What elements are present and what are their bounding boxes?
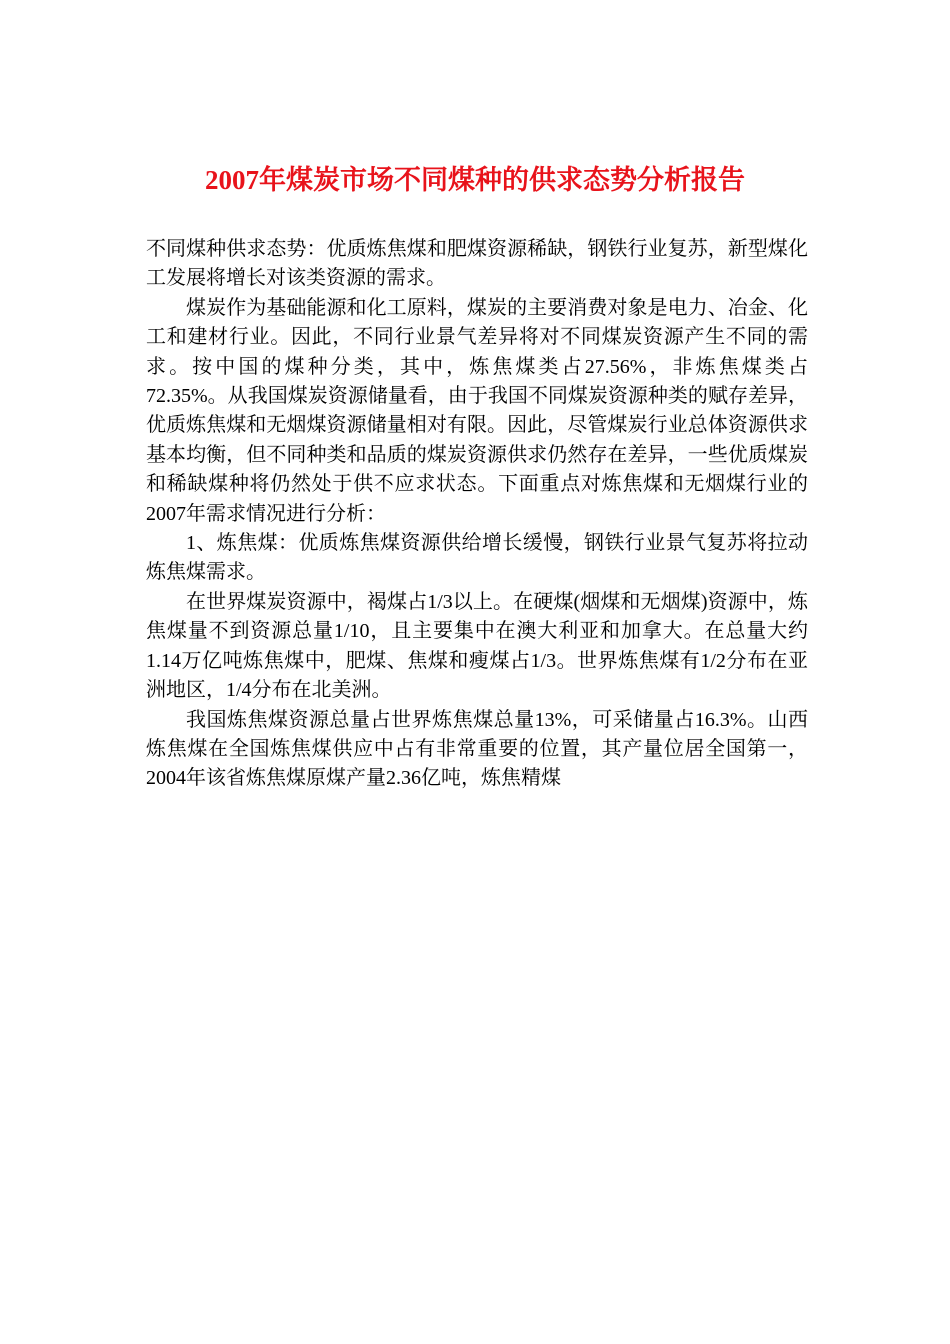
- paragraph-world-resources: 在世界煤炭资源中，褐煤占1/3以上。在硬煤(烟煤和无烟煤)资源中，炼焦煤量不到资源总量1/10，且主要集中在澳大利亚和加拿大。在总量大约1.14万亿吨炼焦煤中，肥煤、焦煤和瘦煤占1/3。世界炼焦煤有1/2分布在亚洲地区，1/4分布在北美洲。: [146, 590, 808, 702]
- paragraph-china-resources: 我国炼焦煤资源总量占世界炼焦煤总量13%，可采储量占16.3%。山西炼焦煤在全国炼焦煤供应中占有非常重要的位置，其产量位居全国第一，2004年该省炼焦煤原煤产量2.36亿吨，炼焦精煤: [146, 708, 808, 790]
- paragraph-intro: 煤炭作为基础能源和化工原料，煤炭的主要消费对象是电力、冶金、化工和建材行业。因此，不同行业景气差异将对不同煤炭资源产生不同的需求。按中国的煤种分类，其中，炼焦煤类占27.56%，非炼焦煤类占72.35%。从我国煤炭资源储量看，由于我国不同煤炭资源种类的赋存差异，优质炼焦煤和无烟煤资源储量相对有限。因此，尽管煤炭行业总体资源供求基本均衡，但不同种类和品质的煤炭资源供求仍然存在差异，一些优质煤炭和稀缺煤种将仍然处于供不应求状态。下面重点对炼焦煤和无烟煤行业的2007年需求情况进行分析：: [146, 296, 808, 525]
- document-title: 2007年煤炭市场不同煤种的供求态势分析报告: [205, 165, 745, 195]
- document-body: [146, 235, 808, 794]
- paragraph-summary: 不同煤种供求态势：优质炼焦煤和肥煤资源稀缺，钢铁行业复苏，新型煤化工发展将增长对该类资源的需求。: [146, 238, 808, 290]
- paragraph-coking-coal-heading: 1、炼焦煤：优质炼焦煤资源供给增长缓慢，钢铁行业景气复苏将拉动炼焦煤需求。: [146, 532, 808, 584]
